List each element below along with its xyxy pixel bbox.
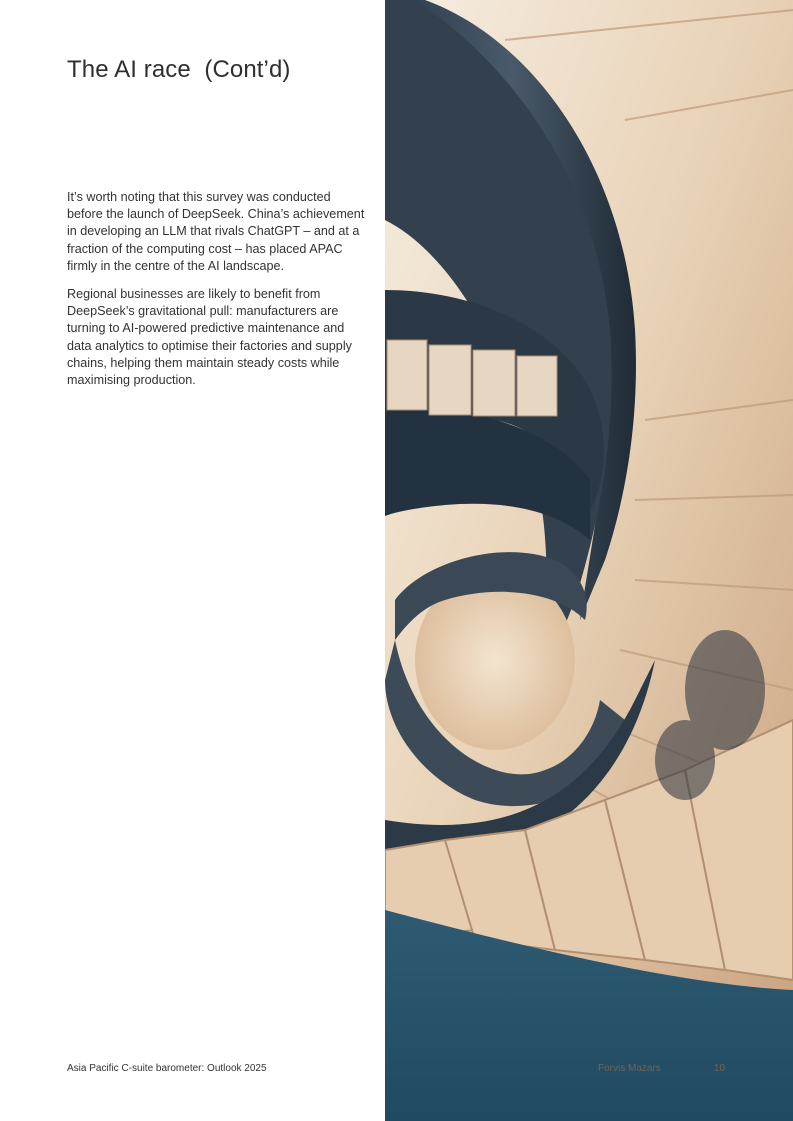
- footer-publication-title: Asia Pacific C-suite barometer: Outlook 2025: [67, 1063, 267, 1074]
- paragraph-2: Regional businesses are likely to benefit from DeepSeek’s gravitational pull: manufacturers are turning to AI-powered predictive maintenance and data analytics to optimise their factories and supply chains, helping them maintain steady costs while maximising production.: [67, 287, 352, 388]
- staircase-illustration: [385, 0, 793, 1121]
- footer-brand: Forvis Mazars: [598, 1063, 661, 1074]
- page-number: 10: [714, 1063, 726, 1074]
- paragraph-1: It’s worth noting that this survey was conducted before the launch of DeepSeek. China’s achievement in developing an LLM that rivals ChatGPT – and at a fraction of the computing cost – has placed APAC firmly in the centre of the AI landscape.: [67, 190, 365, 273]
- body-text: [67, 189, 367, 400]
- spiral-staircase-photo: [385, 0, 793, 1121]
- text-column: [0, 0, 385, 1121]
- page-title: The AI race (Cont’d): [67, 56, 291, 83]
